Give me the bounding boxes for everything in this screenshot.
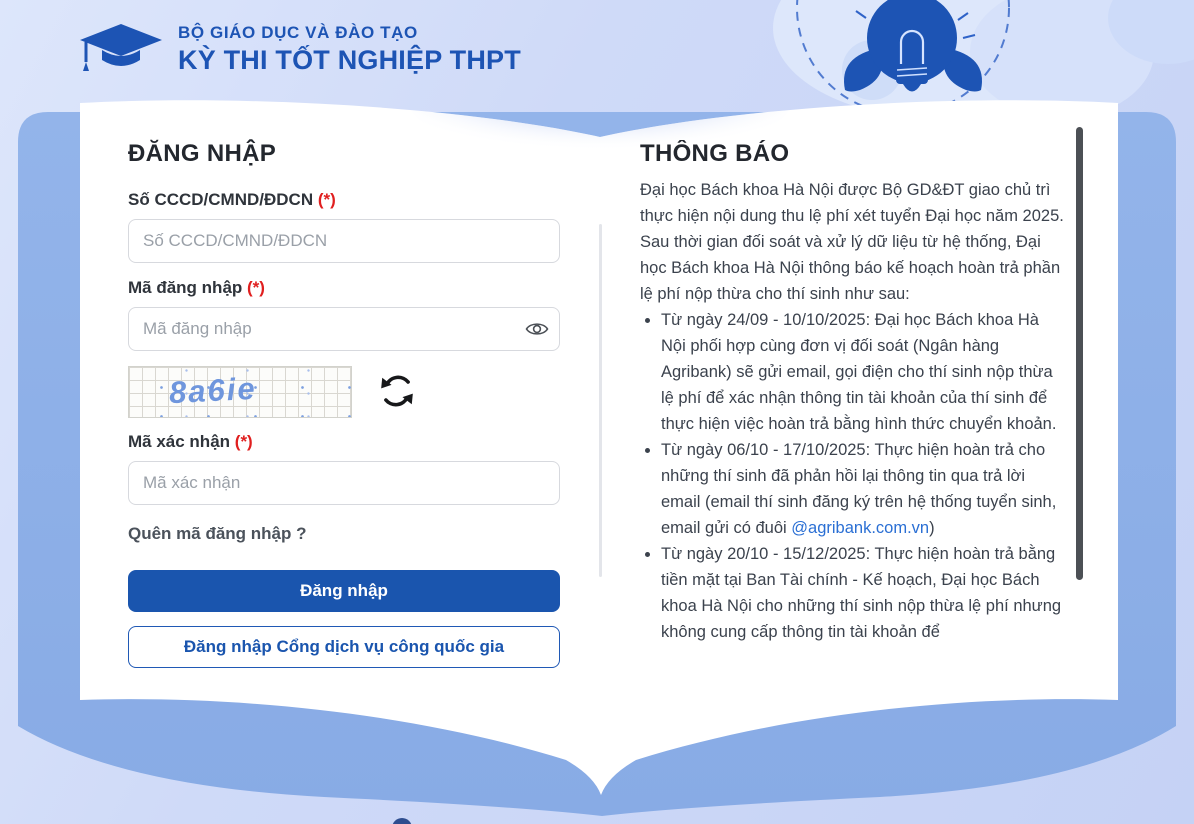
captcha-input-wrap <box>128 461 560 505</box>
captcha-row <box>128 366 560 418</box>
captcha-text: 8a6ie <box>168 370 258 411</box>
notice-scrollbar[interactable] <box>1076 127 1083 580</box>
notice-list <box>640 307 1067 645</box>
notice-item-text-after: ) <box>929 519 935 537</box>
password-label-text: Mã đăng nhập <box>128 278 243 297</box>
agribank-email-link[interactable]: @agribank.com.vn <box>791 519 930 537</box>
decorative-blobs <box>773 0 1194 118</box>
notice-item <box>661 437 1067 541</box>
login-title: ĐĂNG NHẬP <box>128 140 277 167</box>
brand-header <box>78 18 521 80</box>
cccd-input-wrap <box>128 219 560 263</box>
password-label <box>128 278 560 298</box>
brand-titles <box>178 23 521 76</box>
captcha-image <box>128 366 352 418</box>
login-panel <box>128 140 560 668</box>
notice-intro: Đại học Bách khoa Hà Nội được Bộ GD&ĐT giao chủ trì thực hiện nội dung thu lệ phí xét tuyển Đại học năm 2025. Sau thời gian đối soát và xử lý dữ liệu từ hệ thống, Đại học Bách khoa Hà Nội thông báo kế hoạch hoàn trả phần lệ phí nộp thừa cho thí sinh như sau: <box>640 181 1064 303</box>
bottom-edge-decoration <box>392 818 412 824</box>
cccd-label <box>128 190 560 210</box>
login-button[interactable]: Đăng nhập <box>128 570 560 612</box>
eye-icon <box>525 317 549 341</box>
cccd-required-mark: (*) <box>317 190 336 209</box>
graduation-cap-icon <box>78 18 164 80</box>
notice-item <box>661 541 1067 645</box>
password-input-wrap <box>128 307 560 351</box>
password-required-mark: (*) <box>247 278 265 297</box>
brand-line2: KỲ THI TỐT NGHIỆP THPT <box>178 44 521 75</box>
cccd-label-text: Số CCCD/CMND/ĐDCN <box>128 190 314 209</box>
captcha-label <box>128 432 560 452</box>
captcha-label-text: Mã xác nhận <box>128 432 231 451</box>
captcha-required-mark: (*) <box>234 432 253 451</box>
refresh-icon <box>378 372 416 410</box>
captcha-input[interactable] <box>128 461 560 505</box>
notice-item-text: Từ ngày 20/10 - 15/12/2025: Thực hiện hoàn trả bằng tiền mặt tại Ban Tài chính - Kế hoạch, Đại học Bách khoa Hà Nội cho những thí sinh nộp thừa lệ phí nhưng không cung cấp thông tin tài khoản để <box>661 545 1062 641</box>
notice-item-text: Từ ngày 06/10 - 17/10/2025: Thực hiện hoàn trả cho những thí sinh đã phản hồi lại thông tin qua trả lời email (email thí sinh đăng ký trên hệ thống tuyển sinh, email gửi có đuôi <box>661 441 1057 537</box>
gov-portal-login-button[interactable]: Đăng nhập Cổng dịch vụ công quốc gia <box>128 626 560 668</box>
cccd-input[interactable] <box>128 219 560 263</box>
notice-item-text: Từ ngày 24/09 - 10/10/2025: Đại học Bách khoa Hà Nội phối hợp cùng đơn vị đối soát (Ngân hàng Agribank) sẽ gửi email, gọi điện cho thí sinh nộp thừa lệ phí để xác nhận thông tin tài khoản của thí sinh để thực hiện việc hoàn trả bằng hình thức chuyển khoản. <box>661 311 1057 433</box>
refresh-captcha-button[interactable] <box>376 371 418 413</box>
password-input[interactable] <box>128 307 560 351</box>
toggle-password-visibility-button[interactable] <box>524 317 550 343</box>
brand-line1: BỘ GIÁO DỤC VÀ ĐÀO TẠO <box>178 22 418 42</box>
notice-panel[interactable] <box>640 140 1067 691</box>
notice-item <box>661 307 1067 437</box>
forgot-code-link[interactable]: Quên mã đăng nhập ? <box>128 524 307 543</box>
book-spine-divider <box>599 224 602 577</box>
notice-title: THÔNG BÁO <box>640 140 790 167</box>
